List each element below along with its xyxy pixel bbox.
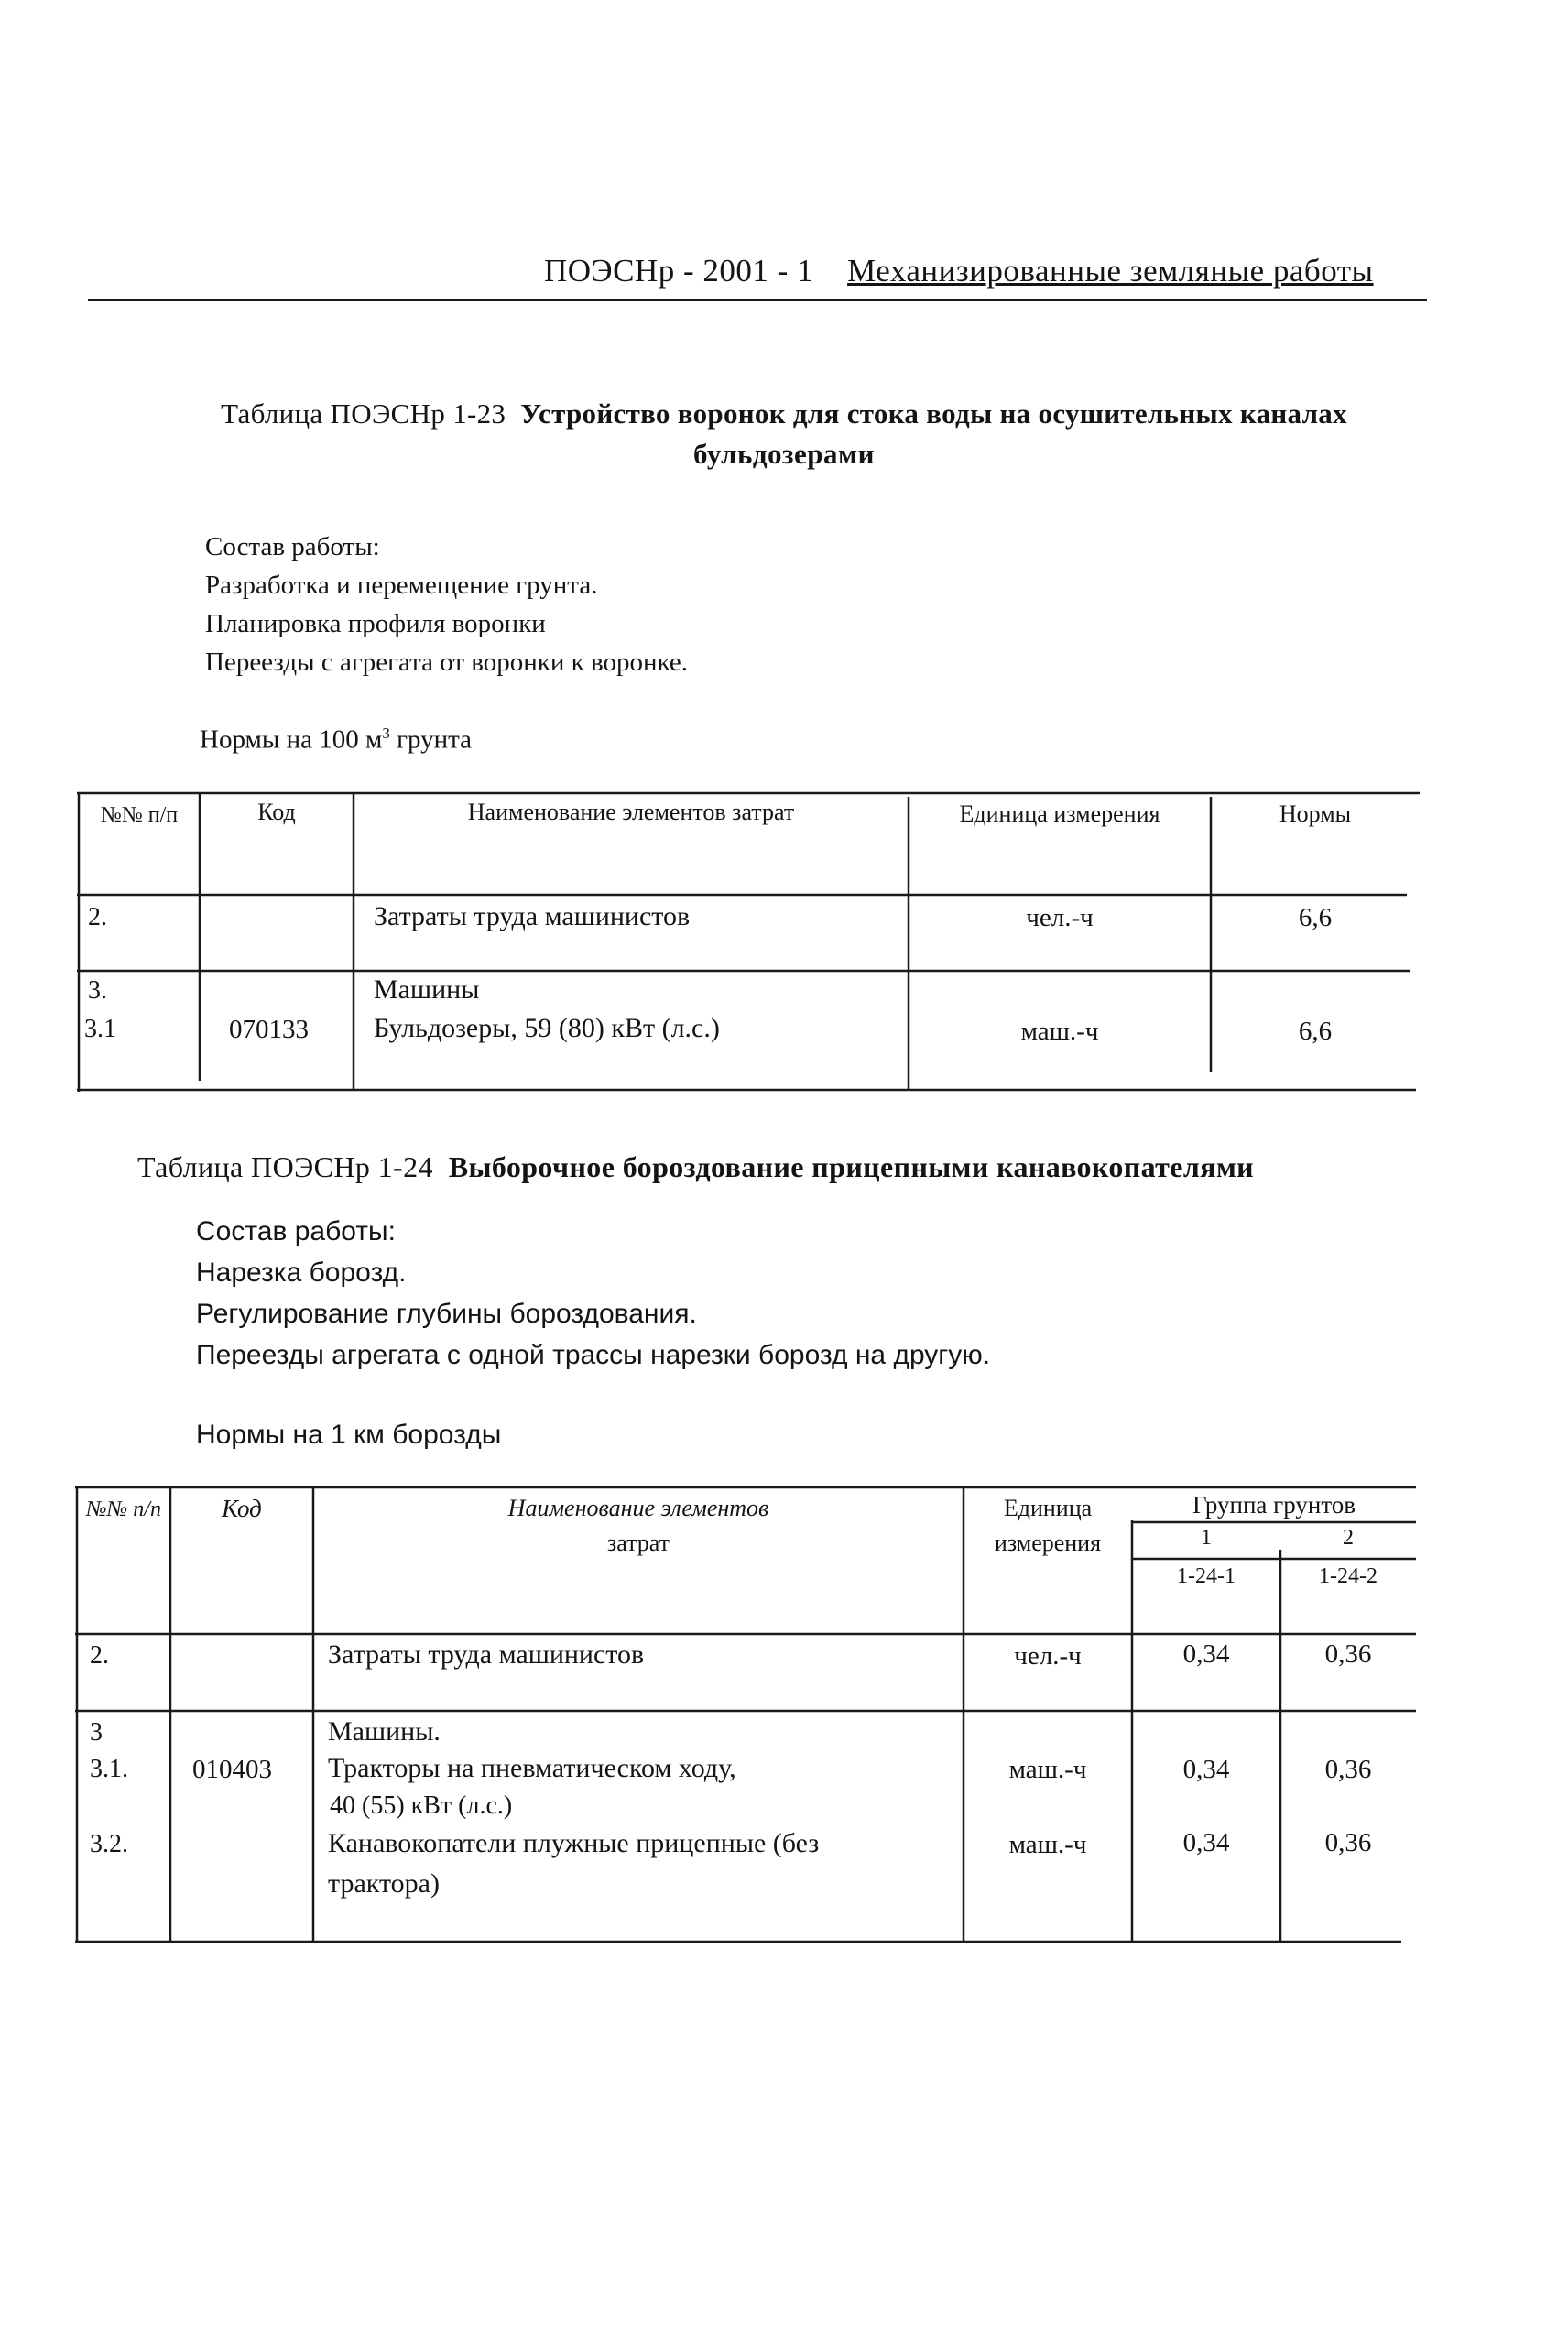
col-unit: Единица bbox=[1003, 1495, 1093, 1521]
table-cell: Канавокопатели плужные прицепные (без bbox=[328, 1828, 820, 1858]
table1-composition bbox=[205, 528, 688, 681]
table-cell: 2. bbox=[88, 903, 107, 931]
table1-title bbox=[0, 397, 1568, 430]
table-cell: Машины bbox=[374, 974, 480, 1005]
table1-title-bold: Устройство воронок для стока воды на осушительных каналах bbox=[520, 397, 1347, 430]
table-cell: маш.-ч bbox=[1008, 1830, 1087, 1859]
table-cell: 0,36 bbox=[1324, 1639, 1372, 1669]
col-num: №№ п/п bbox=[100, 803, 179, 827]
table-cell: Бульдозеры, 59 (80) кВт (л.с.) bbox=[374, 1013, 720, 1043]
table-cell: чел.-ч bbox=[1014, 1641, 1082, 1671]
table-cell: 6,6 bbox=[1298, 903, 1333, 932]
col-group: Группа грунтов bbox=[1192, 1491, 1356, 1519]
table2-title-prefix: Таблица ПОЭСНр 1-24 bbox=[137, 1150, 433, 1183]
running-header bbox=[544, 253, 1374, 289]
doc-code: ПОЭСНр - 2001 - 1 bbox=[544, 253, 814, 289]
table-cell: 0,34 bbox=[1182, 1755, 1230, 1784]
col-code: Код bbox=[257, 799, 296, 825]
col-group-1: 1 bbox=[1201, 1526, 1212, 1550]
norms-prefix: Нормы на 100 м bbox=[200, 724, 383, 755]
norms-suffix: грунта bbox=[389, 724, 473, 755]
col-name: Наименование элементов затрат bbox=[467, 799, 795, 825]
table-cell: 3.1 bbox=[84, 1015, 116, 1043]
table-cell: маш.-ч bbox=[1008, 1755, 1087, 1784]
col-name: Наименование элементов bbox=[507, 1495, 769, 1521]
composition-item: Переезды агрегата с одной трассы нарезки борозд на другую. bbox=[196, 1340, 991, 1370]
norms-sup: 3 bbox=[382, 724, 390, 742]
table-cell: 3.2. bbox=[90, 1830, 128, 1858]
header-rule bbox=[88, 299, 1427, 301]
col-norm: Нормы bbox=[1279, 800, 1352, 827]
col-code: Код bbox=[222, 1495, 262, 1522]
table2-composition bbox=[196, 1211, 990, 1376]
composition-item: Переезды с агрегата от воронки к воронке. bbox=[205, 648, 689, 677]
col-group-2-code: 1-24-2 bbox=[1319, 1564, 1377, 1588]
table-cell: 3.1. bbox=[90, 1755, 128, 1783]
col-num: №№ п/п bbox=[86, 1497, 161, 1521]
table1-norms-line bbox=[200, 714, 472, 759]
table-cell: 0,36 bbox=[1324, 1755, 1372, 1784]
composition-heading: Состав работы: bbox=[196, 1216, 396, 1247]
col-group-1-code: 1-24-1 bbox=[1177, 1564, 1236, 1588]
table-cell: 0,36 bbox=[1324, 1828, 1372, 1857]
col-unit: Единица измерения bbox=[959, 800, 1160, 827]
table-cell: 3 bbox=[90, 1718, 103, 1747]
composition-item: Регулирование глубины бороздования. bbox=[196, 1299, 697, 1329]
table-cell: 070133 bbox=[229, 1015, 309, 1044]
col-group-2: 2 bbox=[1343, 1526, 1354, 1550]
table1-title-prefix: Таблица ПОЭСНр 1-23 bbox=[221, 397, 506, 430]
table-cell: Затраты труда машинистов bbox=[374, 901, 691, 931]
composition-item: Планировка профиля воронки bbox=[205, 609, 546, 638]
table-cell: 0,34 bbox=[1182, 1639, 1230, 1669]
table-cell: чел.-ч bbox=[1026, 903, 1094, 932]
table-cell: 40 (55) кВт (л.с.) bbox=[330, 1791, 513, 1820]
table2-norms-line: Нормы на 1 км борозды bbox=[196, 1420, 502, 1450]
table-cell: Затраты труда машинистов bbox=[328, 1639, 645, 1670]
table-cell: маш.-ч bbox=[1020, 1017, 1099, 1046]
table-cell: трактора) bbox=[328, 1868, 440, 1899]
composition-item: Нарезка борозд. bbox=[196, 1258, 407, 1288]
section-title: Механизированные земляные работы bbox=[847, 253, 1374, 289]
table2-title bbox=[137, 1150, 1254, 1184]
table-cell: 6,6 bbox=[1298, 1017, 1333, 1046]
composition-heading: Состав работы: bbox=[205, 532, 380, 561]
table1-title-line2: бульдозерами bbox=[693, 438, 875, 470]
table-cell: 010403 bbox=[192, 1755, 272, 1784]
col-name-2: затрат bbox=[606, 1530, 670, 1556]
table-cell: Машины. bbox=[328, 1716, 441, 1747]
table-cell: 2. bbox=[90, 1641, 109, 1670]
table-cell: Тракторы на пневматическом ходу, bbox=[328, 1753, 736, 1783]
table-cell: 3. bbox=[88, 976, 107, 1005]
table2-title-bold: Выборочное бороздование прицепными канавокопателями bbox=[448, 1150, 1255, 1183]
col-unit-2: измерения bbox=[994, 1530, 1102, 1556]
table-cell: 0,34 bbox=[1182, 1828, 1230, 1857]
composition-item: Разработка и перемещение грунта. bbox=[205, 571, 598, 600]
